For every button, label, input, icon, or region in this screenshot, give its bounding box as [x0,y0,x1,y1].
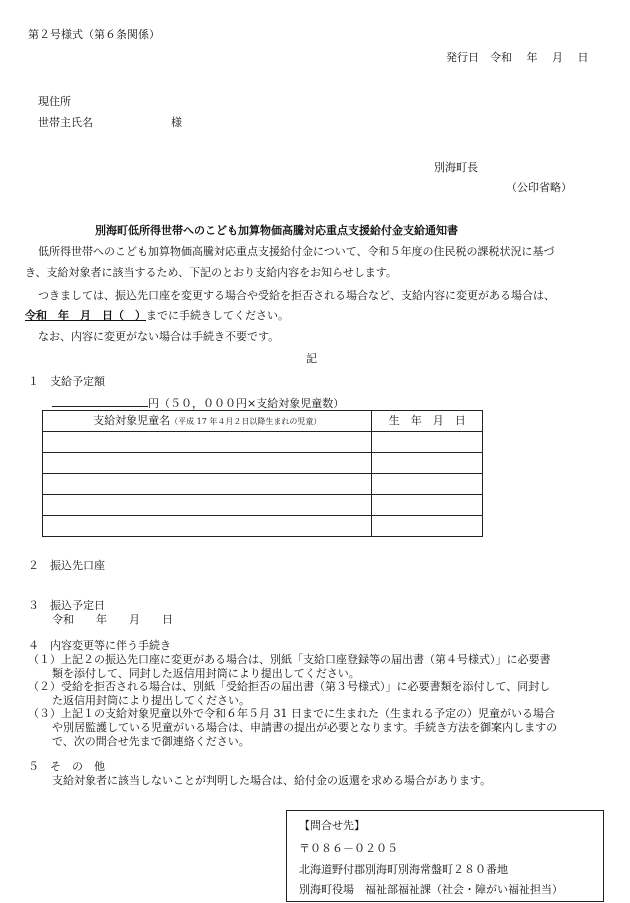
no-change-note: なお、内容に変更がない場合は手続き不要です。 [38,330,280,343]
address-label: 現住所 [38,95,71,108]
contact-label: 【問合せ先】 [299,819,365,832]
birthdate-cell [372,516,483,537]
section4-heading: ４ 内容変更等に伴う手続き [28,639,171,652]
child-name-label: 支給対象児童名 [93,413,171,427]
amount-blank [52,395,148,407]
children-table [42,410,483,537]
table-row [43,516,483,537]
seal-omitted: （公印省略） [506,181,572,194]
child-name-note: （平成 17 年４月２日以降生まれの児童） [170,416,322,426]
contact-postal: 〒０８６－０２０５ [299,842,398,855]
contact-box [286,810,604,902]
child-name-cell [43,516,372,537]
table-row [43,453,483,474]
item1-line-b: 類を添付して、同封した返信用封筒により提出してください。 [52,667,360,680]
change-line-1: つきましては、振込先口座を変更する場合や受給を拒否される場合など、支給内容に変更がある場合は、 [38,289,555,302]
birthdate-cell [372,474,483,495]
intro-line-2: き、支給対象者に該当するため、下記のとおり支給内容をお知らせします。 [25,266,397,279]
header-birthdate: 生 年 月 日 [372,411,483,432]
ki-mark: 記 [306,352,317,365]
issue-date: 発行日 令和 年 月 日 [446,51,589,64]
child-name-cell [43,495,372,516]
table-row [43,432,483,453]
item3-line-a: （３）上記１の支給対象児童以外で令和６年５月 31 日までに生まれた（生まれる予定の）児童がいる場合 [28,707,555,720]
item3-line-c: で、次の問合せ先まで御連絡ください。 [52,735,250,748]
section5-text: 支給対象者に該当しないことが判明した場合は、給付金の返還を求める場合があります。 [52,774,492,787]
child-name-cell [43,432,372,453]
amount-formula: 円（５０，０００円×支給対象児童数） [148,397,345,410]
table-header [43,411,483,432]
section1-heading: １ 支給予定額 [28,375,105,388]
birthdate-cell [372,453,483,474]
form-number: 第２号様式（第６条関係） [28,28,160,41]
section5-heading: ５ そ の 他 [28,760,105,773]
child-name-cell [43,453,372,474]
transfer-date: 令和 年 月 日 [52,613,173,626]
table-row [43,474,483,495]
intro-line-1: 低所得世帯へのこども加算物価高騰対応重点支援給付金について、令和５年度の住民税の課税状況に基づ [38,245,555,258]
birthdate-cell [372,432,483,453]
amount-line [52,395,344,411]
birthdate-cell [372,495,483,516]
item3-line-b: や別居監護している児童がいる場合は、申請書の提出が必要となります。手続き方法を御案内しますの [52,721,558,734]
item1-line-a: （１）上記２の振込先口座に変更がある場合は、別紙「支給口座登録等の届出書（第４号様式）」に必要書 [28,653,551,666]
item2-line-a: （２）受給を拒否される場合は、別紙「受給拒否の届出書（第３号様式）」に必要書類を添付して、同封し [28,680,551,693]
deadline-date: 令和 年 月 日（ ） [25,309,146,322]
deadline-line [25,309,289,323]
householder-label: 世帯主氏名 [38,116,93,129]
item2-line-b: た返信用封筒により提出してください。 [52,694,250,707]
section2-heading: ２ 振込先口座 [28,559,105,572]
contact-office: 別海町役場 福祉部福祉課（社会・障がい福祉担当） [299,883,563,896]
header-child-name [43,411,372,432]
honorific: 様 [171,116,182,129]
mayor-name: 別海町長 [434,161,478,174]
child-name-cell [43,474,372,495]
deadline-suffix: までに手続きしてください。 [146,309,289,322]
document-title: 別海町低所得世帯へのこども加算物価高騰対応重点支援給付金支給通知書 [95,224,458,237]
table-row [43,495,483,516]
section3-heading: ３ 振込予定日 [28,599,105,612]
contact-address: 北海道野付郡別海町別海常盤町２８０番地 [299,863,508,876]
